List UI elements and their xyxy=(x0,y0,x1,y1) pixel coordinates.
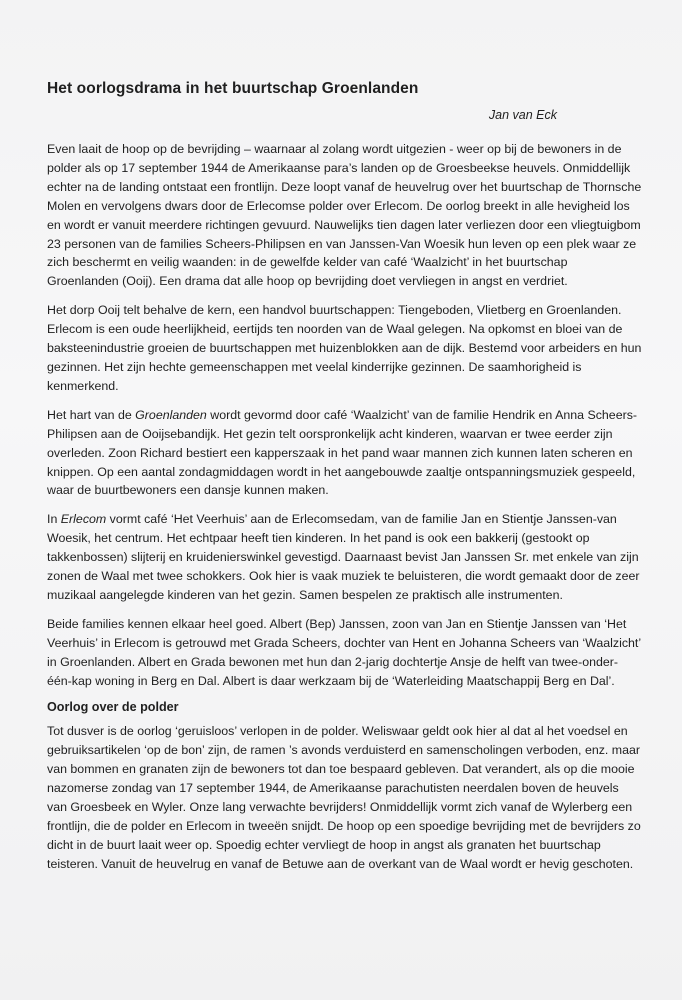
emphasis-groenlanden: Groenlanden xyxy=(135,407,207,422)
paragraph-ooij: Het dorp Ooij telt behalve de kern, een handvol buurtschappen: Tiengeboden, Vlietberg en Groenlanden. Erlecom is een oude heerlijkheid, eertijds ten noorden van de Waal gelegen. Na opkomst en bloei van de baksteenindustrie groeien de buurtschappen met huizenblokken aan de dijk. Bestemd voor arbeiders en hun gezinnen. Het zijn hechte gemeenschappen met veelal kinderrijke gezinnen. De saamhorigheid is kenmerkend. xyxy=(47,303,642,393)
paragraph-erlecom xyxy=(47,510,642,605)
document-title: Het oorlogsdrama in het buurtschap Groenlanden xyxy=(47,80,419,97)
paragraph-text: vormt café ‘Het Veerhuis’ aan de Erlecomsedam, van de familie Jan en Stientje Janssen-van Woesik, het centrum. Het echtpaar heeft tien kinderen. In het pand is ook een bakkerij (gestookt op takkenbossen) slijterij en kruidenierswinkel gevestigd. Daarnaast bevist Jan Janssen Sr. met enkele van zijn zonen de Waal met twee schokkers. Ook hier is vaak muziek te beluisteren, die wordt gemaakt door de zeer muzikaal aangelegde kinderen van het gezin. Samen bespelen ze praktisch alle instrumenten. xyxy=(47,512,640,602)
paragraph-text: wordt gevormd door café ‘Waalzicht’ van de familie Hendrik en Anna Scheers-Philipsen aan de Ooijsebandijk. Het gezin telt oorspronkelijk acht kinderen, waarvan er twee eerder zijn overleden. Zoon Richard bestiert een kapperszaak in het pand waar mannen zich kunnen laten scheren en knippen. Op een aantal zondagmiddagen wordt in het aangebouwde zaaltje ontspanningsmuziek gespeeld, waar de buurtbewoners een dansje kunnen maken. xyxy=(47,407,638,498)
paragraph-text: Het hart van de xyxy=(47,407,136,422)
author-name: Jan van Eck xyxy=(488,108,557,122)
section-heading: Oorlog over de polder xyxy=(47,700,179,715)
emphasis-erlecom: Erlecom xyxy=(60,512,107,527)
paragraph-text: In xyxy=(47,512,61,527)
paragraph-families: Beide families kennen elkaar heel goed. Albert (Bep) Janssen, zoon van Jan en Stientje Janssen van ‘Het Veerhuis’ in Erlecom is getrouwd met Grada Scheers, dochter van Hent en Johanna Scheers van ‘Waalzicht’ in Groenlanden. Albert en Grada bewonen met hun dan 2-jarig dochtertje Ansje de helft van twee-onder-één-kap woning in Berg en Dal. Albert is daar werkzaam bij de ‘Waterleiding Maatschappij Berg en Dal’. xyxy=(47,616,641,688)
paragraph-waalzicht xyxy=(47,406,642,501)
paragraph-intro: Even laait de hoop op de bevrijding – waarnaar al zolang wordt uitgezien - weer op bij de bewoners in de polder als op 17 september 1944 de Amerikaanse para’s landen op de Groesbeekse heuvels. Onmiddellijk echter na de landing ontstaat een frontlijn. Deze loopt vanaf de heuvelrug over het buurtschap de Thornsche Molen en vervolgens dwars door de Erlecomse polder over Erlecom. De oorlog breekt in alle hevigheid los en wordt er vanuit meerdere richtingen gevuurd. Nauwelijks tien dagen later verliezen door een vliegtuigbom 23 personen van de families Scheers-Philipsen en van Janssen-Van Woesik hun leven op een plek waar ze zich beschermt en veilig waanden: in de gewelfde kelder van café ‘Waalzicht’ in het buurtschap Groenlanden (Ooij). Een drama dat alle hoop op bevrijding doet vervliegen in angst en verdriet. xyxy=(47,142,642,289)
paragraph-war: Tot dusver is de oorlog ‘geruisloos’ verlopen in de polder. Weliswaar geldt ook hier al dat al het voedsel en gebruiksartikelen ‘op de bon’ zijn, de ramen ’s avonds verduisterd en samenscholingen verboden, enz. maar van bommen en granaten zijn de bewoners tot dan toe bespaard gebleven. Dat verandert, als op die mooie nazomerse zondag van 17 september 1944, de Amerikaanse parachutisten neerdalen boven de heuvels van Groesbeek en Wyler. Onze lang verwachte bevrijders! Onmiddellijk vormt zich vanaf de Wylerberg een frontlijn, die de polder en Erlecom in tweeën snijdt. De hoop op een spoedige bevrijding met de bevrijders zo dicht in de buurt laait weer op. Spoedig echter vervliegt de hoop in angst als granaten het buurtschap teisteren. Vanuit de heuvelrug en vanaf de Betuwe aan de overkant van de Waal wordt er hevig geschoten. xyxy=(47,724,641,871)
